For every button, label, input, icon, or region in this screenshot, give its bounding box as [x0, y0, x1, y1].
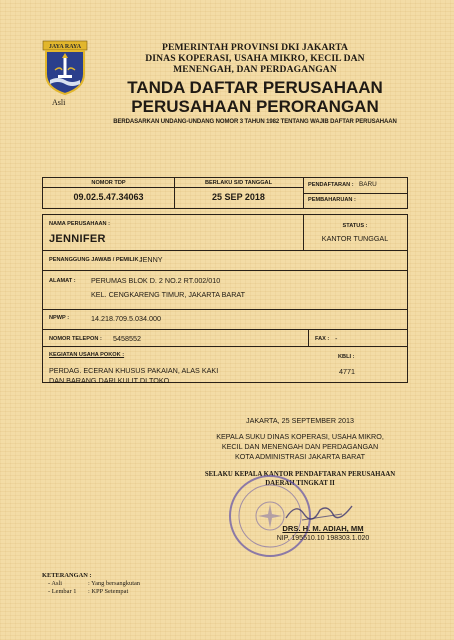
notes-row-1-value: : Yang bersangkutan — [88, 580, 141, 587]
valid-until-label: BERLAKU S/D TANGGAL — [204, 180, 273, 186]
registration-type-value: BARU — [359, 181, 377, 188]
valid-until-value: 25 SEP 2018 — [212, 192, 265, 202]
kbli-label: KBLI : — [338, 354, 355, 360]
fax-value: - — [335, 334, 338, 343]
renewal-label: PEMBAHARUAN : — [308, 197, 356, 203]
registration-box — [42, 177, 408, 209]
notes-title: KETERANGAN : — [42, 572, 92, 579]
notes-row-2-value: : KPP Setempat — [88, 588, 129, 595]
company-name-value: JENNIFER — [49, 233, 106, 245]
activity-label: KEGIATAN USAHA POKOK : — [49, 352, 125, 358]
place-and-date: JAKARTA, 25 SEPTEMBER 2013 — [246, 416, 354, 425]
phone-value: 5458552 — [113, 334, 141, 343]
role-line-1: SELAKU KEPALA KANTOR PENDAFTARAN PERUSAHAAN — [204, 471, 396, 478]
status-value: KANTOR TUNGGAL — [321, 234, 389, 243]
jakarta-crest-logo — [40, 40, 90, 96]
owner-label: PENANGGUNG JAWAB / PEMILIK : — [49, 257, 142, 263]
notes-row-2-label: - Lembar 1 — [48, 588, 77, 595]
npwp-value: 14.218.709.5.034.000 — [91, 314, 161, 323]
registration-type-label: PENDAFTARAN : — [308, 182, 354, 188]
document-header — [110, 42, 400, 116]
activity-line-2: DAN BARANG DARI KULIT DI TOKO — [49, 376, 170, 385]
fax-label: FAX : — [315, 336, 330, 342]
owner-value: JENNY — [139, 255, 163, 264]
handwritten-signature — [282, 496, 362, 526]
notes-row-1-label: - Asli — [48, 580, 63, 587]
tdp-number-label: NOMOR TDP — [91, 180, 126, 186]
address-line-1: PERUMAS BLOK D. 2 NO.2 RT.002/010 — [91, 276, 221, 285]
official-name: DRS. H. M. ADIAH, MM — [282, 524, 364, 533]
role-line-2: DAERAH TINGKAT II — [265, 480, 335, 487]
activity-line-1: PERDAG. ECERAN KHUSUS PAKAIAN, ALAS KAKI — [49, 366, 219, 375]
logo-banner-text: JAYA RAYA — [48, 44, 82, 50]
npwp-label: NPWP : — [49, 315, 70, 321]
logo-caption: Asli — [52, 98, 66, 107]
tdp-number-value: 09.02.5.47.34063 — [73, 192, 144, 202]
gov-line-1: PEMERINTAH PROVINSI DKI JAKARTA — [161, 42, 349, 53]
notes-section — [42, 572, 140, 596]
gov-line-2: DINAS KOPERASI, USAHA MIKRO, KECIL DAN — [145, 53, 365, 64]
status-label: STATUS : — [342, 223, 368, 229]
gov-line-3: MENENGAH, DAN PERDAGANGAN — [173, 64, 337, 75]
company-name-label: NAMA PERUSAHAAN : — [49, 221, 111, 227]
office-line-2: KECIL DAN MENENGAH DAN PERDAGANGAN — [221, 442, 379, 451]
legal-basis: BERDASARKAN UNDANG-UNDANG NOMOR 3 TAHUN 1982 TENTANG WAJIB DAFTAR PERUSAHAAN — [113, 119, 397, 125]
document-title-line-1: TANDA DAFTAR PERUSAHAAN — [127, 78, 383, 97]
official-nip: NIP. 195510.10 198303.1.020 — [276, 535, 370, 542]
office-line-3: KOTA ADMINISTRASI JAKARTA BARAT — [234, 452, 366, 461]
document-title-line-2: PERUSAHAAN PERORANGAN — [131, 97, 379, 116]
address-label: ALAMAT : — [49, 278, 76, 284]
office-line-1: KEPALA SUKU DINAS KOPERASI, USAHA MIKRO, — [216, 432, 384, 441]
phone-label: NOMOR TELEPON : — [49, 336, 102, 342]
kbli-value: 4771 — [339, 367, 355, 376]
address-line-2: KEL. CENGKARENG TIMUR, JAKARTA BARAT — [91, 290, 246, 299]
company-details-box — [42, 214, 408, 383]
